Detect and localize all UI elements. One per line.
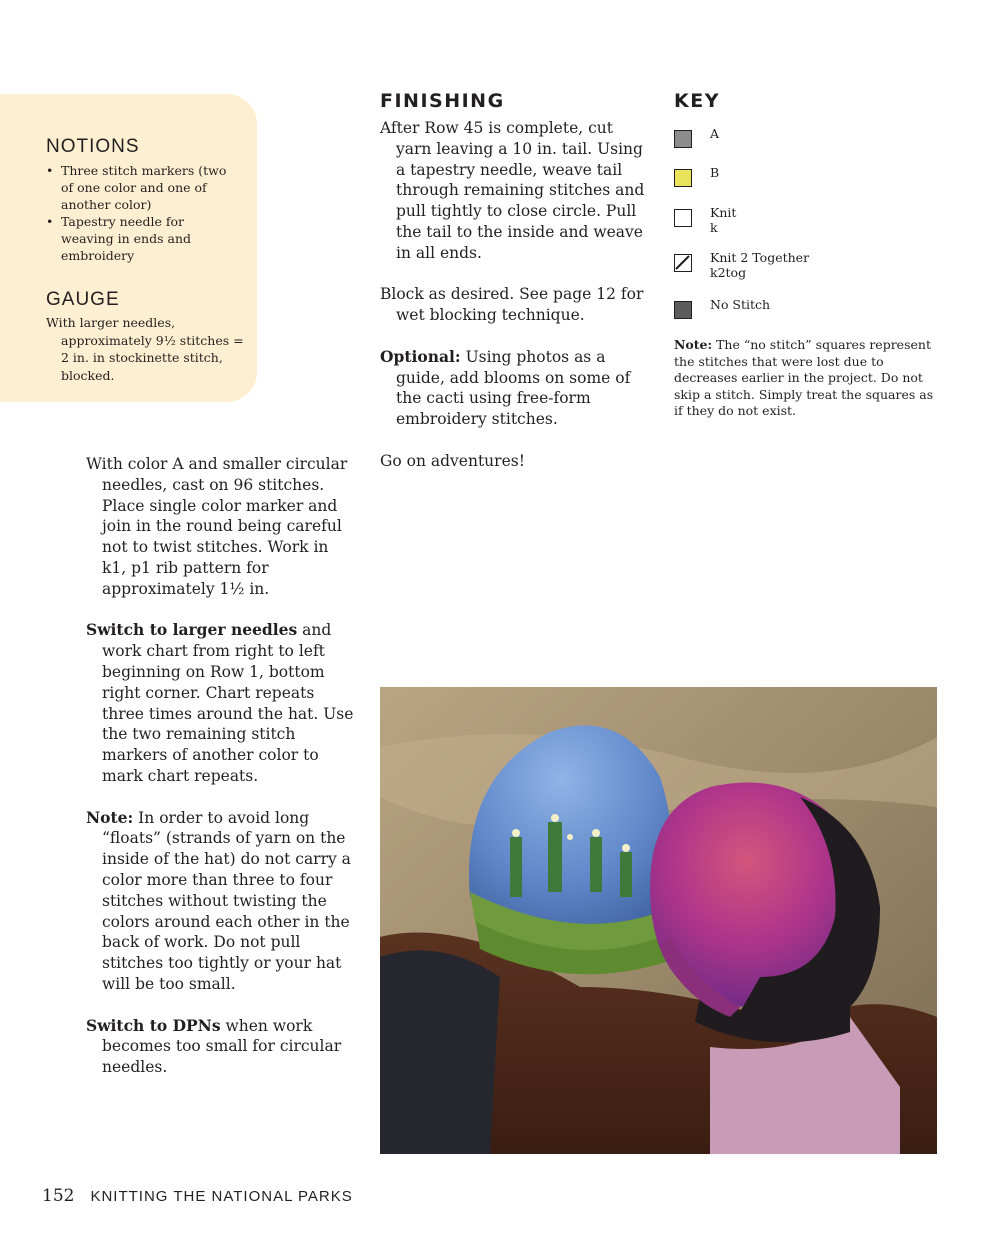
finishing-bold-lead: Optional: — [380, 346, 461, 366]
notion-item: • Three stitch markers (two of one color and one of another color) — [46, 162, 236, 213]
key-label — [710, 250, 809, 280]
page-number: 152 — [42, 1186, 75, 1206]
key-label-main: Knit 2 Together — [710, 250, 810, 265]
instruction-cast-on: With color A and smaller circular needles, cast on 96 stitches. Place single color marker and join in the round being careful not to twist stitches. Work in k1, p1 rib pattern for approximately 1½ in. — [86, 455, 348, 598]
finishing-step: After Row 45 is complete, cut yarn leaving a 10 in. tail. Using a tapestry needle, weave tail through remaining stitches and pull tightly to close circle. Pull the tail to the inside and weave in all ends. — [380, 119, 645, 262]
key-label: No Stitch — [710, 297, 771, 312]
key-label-main: Knit — [710, 205, 737, 220]
finishing-column — [380, 118, 645, 492]
running-title: KNITTING THE NATIONAL PARKS — [90, 1188, 353, 1205]
instruction-larger-needles — [86, 620, 354, 786]
page-footer — [42, 1186, 353, 1206]
key-note-text: The “no stitch” squares represent the stitches that were lost due to decreases earlier in the project. Do not skip a stitch. Simply treat the squares as if they do not exist. — [674, 337, 934, 418]
instruction-bold-lead: Switch to larger needles — [86, 620, 298, 640]
key-note — [674, 337, 942, 420]
k2tog-slash-icon — [674, 254, 692, 272]
finishing-text: Using photos as a guide, add blooms on some of the cacti using free-form embroidery stitches. — [396, 347, 631, 429]
key-heading: KEY — [674, 90, 720, 112]
instruction-text: In order to avoid long “floats” (strands of yarn on the inside of the hat) do not carry a color more than three to four stitches without twisting the colors around each other in the back of work. Do not pull stitches too tightly or your hat will be too small. — [102, 808, 351, 993]
instructions-column — [86, 454, 354, 1099]
key-label-abbrev: k — [710, 220, 718, 235]
instruction-floats-note — [86, 808, 354, 995]
finishing-optional — [380, 347, 645, 430]
instruction-bold-lead: Switch to DPNs — [86, 1015, 221, 1035]
notions-list — [46, 162, 236, 264]
finishing-closing: Go on adventures! — [380, 451, 525, 470]
key-label-abbrev: k2tog — [710, 265, 747, 280]
knit-swatch-icon — [674, 209, 692, 227]
instruction-text: and work chart from right to left beginning on Row 1, bottom right corner. Chart repeats three times around the hat. Use the two remaining stitch markers of another color to mark chart repeats. — [102, 621, 354, 785]
color-b-swatch-icon — [674, 169, 692, 187]
finishing-heading: FINISHING — [380, 90, 505, 112]
gauge-heading: GAUGE — [46, 289, 120, 310]
hats-photo — [380, 687, 937, 1154]
key-label: B — [710, 165, 720, 180]
color-a-swatch-icon — [674, 130, 692, 148]
gauge-text: With larger needles, approximately 9½ stitches = 2 in. in stockinette stitch, blocked. — [46, 315, 244, 383]
no-stitch-swatch-icon — [674, 301, 692, 319]
instruction-dpns — [86, 1016, 354, 1078]
notion-item: • Tapestry needle for weaving in ends and embroidery — [46, 213, 236, 264]
key-note-bold: Note: — [674, 337, 713, 352]
finishing-blocking: Block as desired. See page 12 for wet blocking technique. — [380, 285, 644, 325]
two-knit-hats-illustration — [380, 687, 937, 1154]
instruction-bold-lead: Note: — [86, 807, 134, 827]
key-label — [710, 205, 736, 235]
notions-heading: NOTIONS — [46, 136, 140, 157]
instruction-text: when work becomes too small for circular needles. — [102, 1016, 342, 1077]
key-label: A — [710, 126, 720, 141]
